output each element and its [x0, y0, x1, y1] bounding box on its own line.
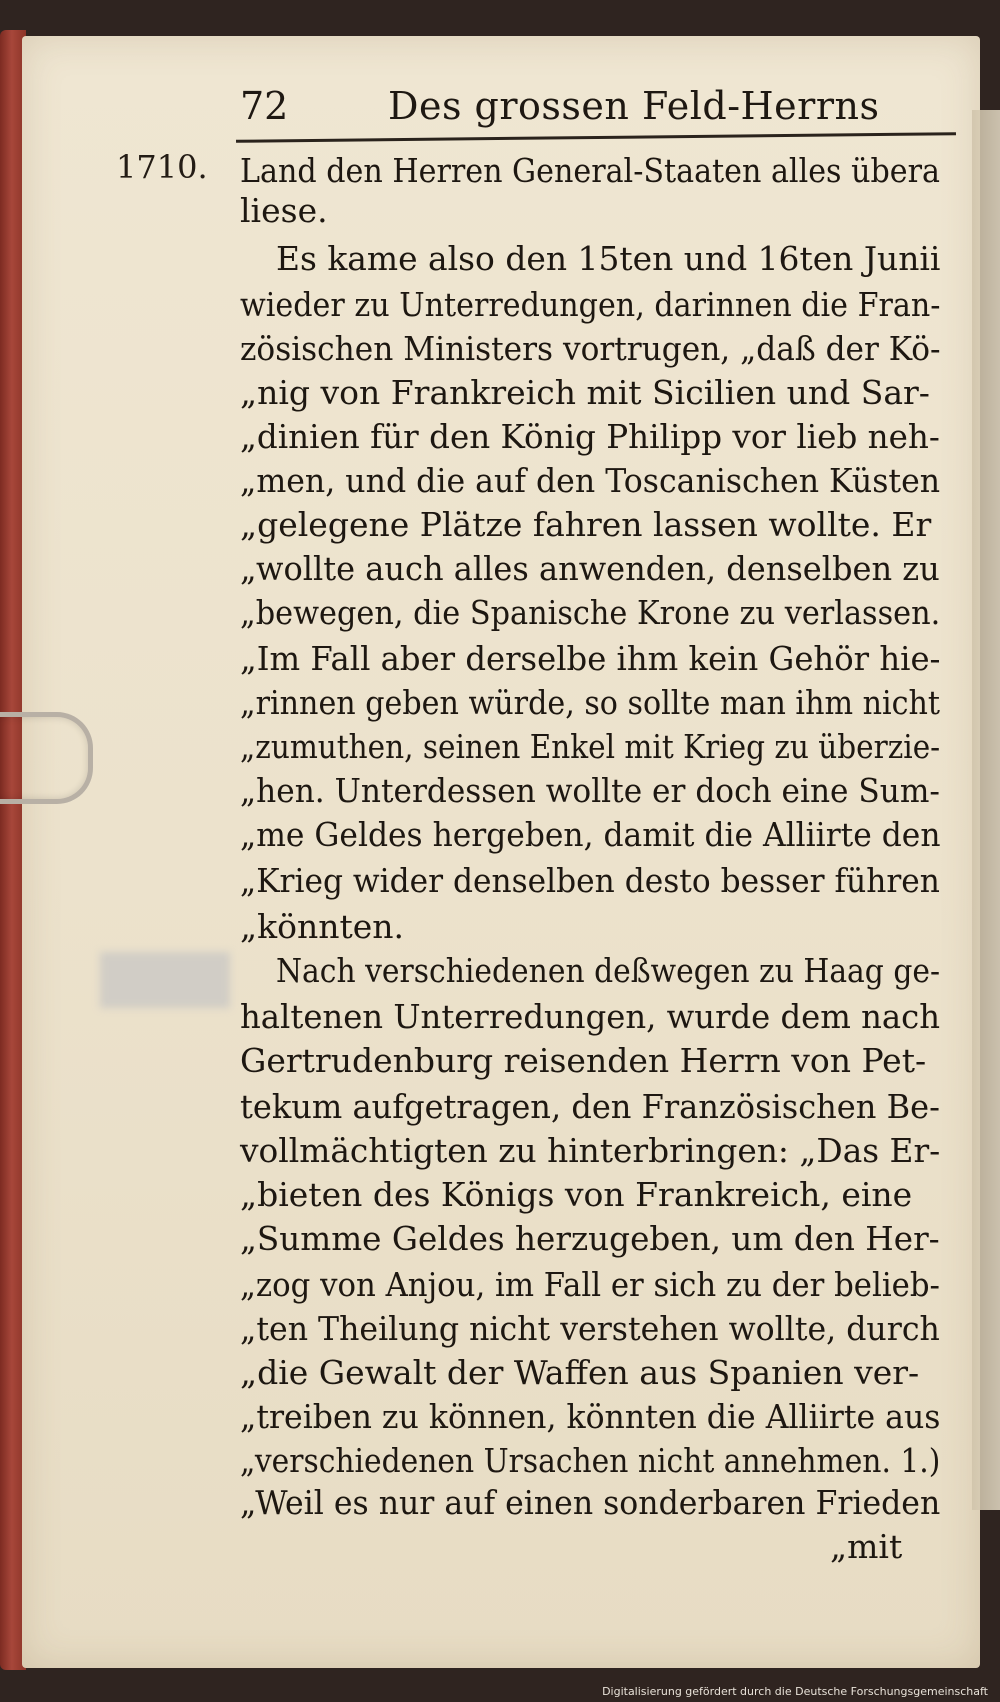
text-line: „bieten des Königs von Frankreich, eine	[240, 1175, 913, 1214]
text-line: „men, und die auf den Toscanischen Küsten	[240, 461, 941, 500]
text-line: „me Geldes hergeben, damit die Alliirte den	[240, 815, 941, 854]
bleed-through-mark	[100, 952, 230, 1008]
text-line: Nach verschiedenen deßwegen zu Haag ge-	[276, 951, 941, 990]
text-line: zösischen Ministers vortrugen, „daß der Kö-	[240, 329, 941, 368]
text-line: vollmächtigten zu hinterbringen: „Das Er-	[240, 1131, 941, 1170]
text-line: „rinnen geben würde, so sollte man ihm nicht	[240, 683, 941, 722]
text-line: „treiben zu können, könnten die Alliirte aus	[240, 1397, 941, 1436]
text-line: „verschiedenen Ursachen nicht annehmen. 1.)	[240, 1441, 941, 1480]
text-line: „Im Fall aber derselbe ihm kein Gehör hie-	[240, 639, 941, 678]
text-line: „zog von Anjou, im Fall er sich zu der belieb-	[240, 1265, 940, 1304]
page-clip	[0, 712, 93, 804]
text-line: liese.	[240, 191, 328, 230]
text-line: wieder zu Unterredungen, darinnen die Fran-	[240, 285, 941, 324]
text-line: haltenen Unterredungen, wurde dem nach	[240, 997, 941, 1036]
text-line: „Summe Geldes herzugeben, um den Her-	[240, 1219, 940, 1258]
text-line: „gelegene Plätze fahren lassen wollte. Er	[240, 505, 932, 544]
text-line: „Krieg wider denselben desto besser führen	[240, 861, 940, 900]
text-line: „bewegen, die Spanische Krone zu verlassen.	[240, 593, 941, 632]
text-line: „nig von Frankreich mit Sicilien und Sar-	[240, 373, 930, 412]
text-line: „die Gewalt der Waffen aus Spanien ver-	[240, 1353, 920, 1392]
running-head: Des grossen Feld-Herrns	[388, 84, 880, 128]
text-line: „ten Theilung nicht verstehen wollte, durch	[240, 1309, 940, 1348]
text-line: „könnten.	[240, 907, 405, 946]
page-number: 72	[240, 84, 289, 128]
text-line: „Weil es nur auf einen sonderbaren Frieden	[240, 1483, 941, 1522]
text-line: tekum aufgetragen, den Französischen Be-	[240, 1087, 940, 1126]
text-line: Es kame also den 15ten und 16ten Junii	[276, 239, 941, 278]
text-line: „mit	[830, 1527, 903, 1566]
digitization-credit: Digitalisierung gefördert durch die Deutsche Forschungsgemeinschaft	[602, 1685, 988, 1698]
text-line: Land den Herren General-Staaten alles übera	[240, 151, 940, 190]
text-line: „hen. Unterdessen wollte er doch eine Sum-	[240, 771, 940, 810]
page-header	[240, 84, 950, 130]
text-line: Gertrudenburg reisenden Herrn von Pet-	[240, 1041, 927, 1080]
text-line: „dinien für den König Philipp vor lieb neh-	[240, 417, 940, 456]
adjacent-page-edge	[972, 110, 1000, 1510]
text-line: „wollte auch alles anwenden, denselben zu	[240, 549, 940, 588]
text-line: „zumuthen, seinen Enkel mit Krieg zu überzie-	[240, 727, 941, 766]
margin-year: 1710.	[116, 148, 208, 186]
